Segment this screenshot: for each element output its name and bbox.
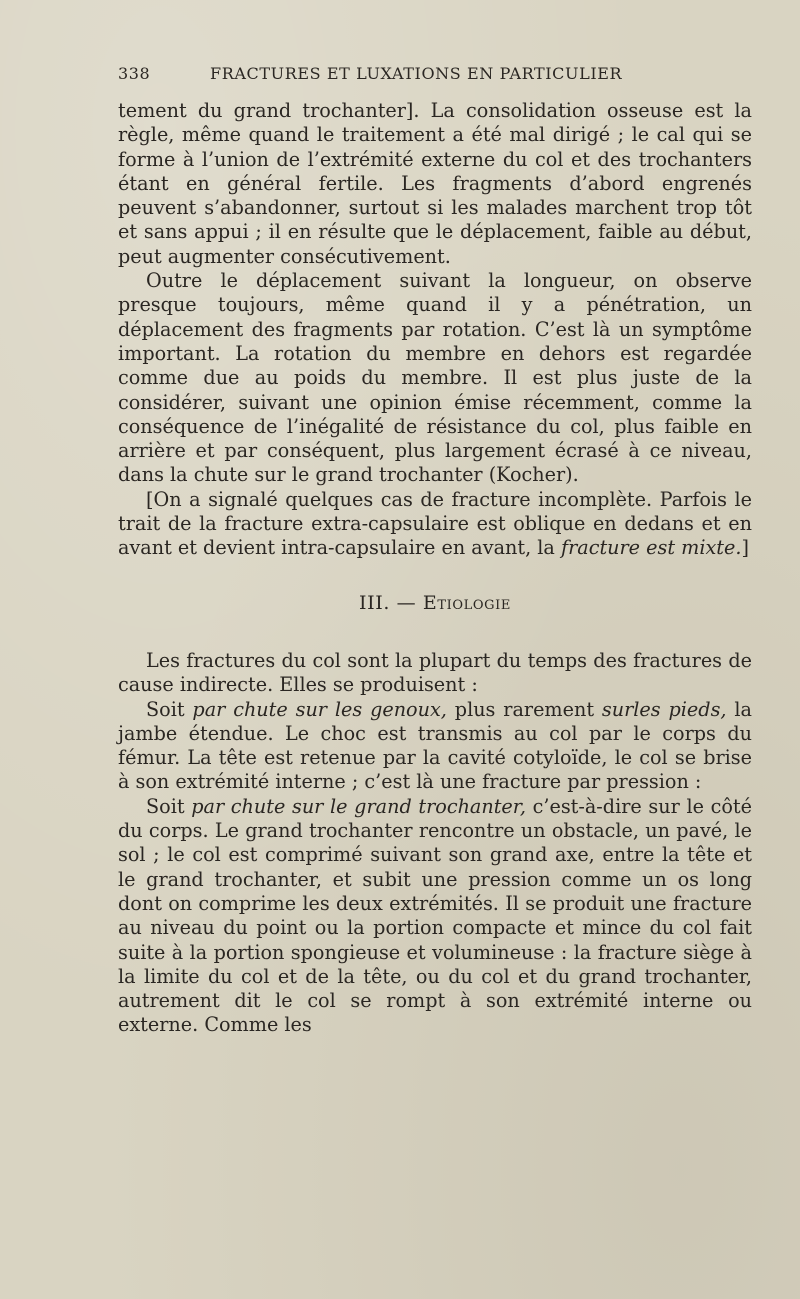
running-head (118, 64, 752, 90)
paragraph-fall-on-knees (118, 698, 752, 795)
section-title: Etiologie (422, 591, 511, 614)
paragraph-indirect-cause: Les fractures du col sont la plupart du temps des fractures de cause indirecte. Elles se produisent : (118, 648, 752, 697)
fall-on-knees-lead: Soit (146, 697, 193, 721)
paragraph-incomplete-fracture-text: [On a signalé quelques cas de fracture incomplète. Parfois le trait de la fracture extra-capsulaire est oblique en dedans et en avant et devient intra-capsulaire en avant, la (118, 487, 752, 560)
fall-on-trochanter-text: c’est-à-dire sur le côté du corps. Le grand trochanter rencontre un obstacle, un pavé, le sol ; le col est comprimé suivant son grand axe, entre la tête et le grand trochanter, et subit une pression comme un os long dont on comprime les deux extrémités. Il se produit une fracture au niveau du point ou la portion compacte et mince du col fait suite à la portion spongieuse et volumineuse : la fracture siège à la limite du col et de la tête, ou du col et du grand trochanter, autrement dit le col se rompt à son extrémité interne ou externe. Comme les (118, 794, 752, 1037)
page-number: 338 (118, 64, 151, 83)
fall-on-knees-emphasis: par chute sur les genoux, (192, 697, 447, 721)
fall-on-trochanter-lead: Soit (146, 794, 192, 818)
body-text (118, 99, 752, 1038)
fall-on-knees-connector: plus rarement (446, 697, 602, 721)
paragraph-rotation: Outre le déplacement suivant la longueur, on observe presque toujours, même quand il y a pénétration, un déplacement des fragments par rotation. C’est là un symptôme important. La rotation du membre en dehors est regardée comme due au poids du membre. Il est plus juste de la considérer, suivant une opinion émise récemment, comme la conséquence de l’inégalité de résistance du col, plus faible en arrière et par conséquent, plus largement écrasé à ce niveau, dans la chute sur le grand trochanter (Kocher). (118, 269, 752, 487)
closing-bracket: ] (741, 536, 749, 560)
fall-on-feet-emphasis: surles pieds, (601, 697, 727, 721)
fall-on-knees-text: la jambe étendue. Le choc est transmis au col par le corps du fémur. La tête est retenue par la cavité cotyloïde, le col se brise à son extrémité interne ; c’est là une fracture par pression : (118, 697, 752, 794)
section-heading (118, 591, 752, 615)
section-number: III. — (359, 591, 423, 614)
mixed-fracture-emphasis: fracture est mixte. (560, 536, 742, 560)
paragraph-fall-on-trochanter (118, 795, 752, 1038)
paragraph-consolidation: tement du grand trochanter]. La consolidation osseuse est la règle, même quand le traitement a été mal dirigé ; le cal qui se forme à l’union de l’extrémité externe du col et des trochanters étant en général fertile. Les fragments d’abord engrenés peuvent s’abandonner, surtout si les malades marchent trop tôt et sans appui ; il en résulte que le déplacement, faible au début, peut augmenter consécutivement. (118, 99, 752, 268)
fall-on-trochanter-emphasis: par chute sur le grand trochanter, (191, 794, 526, 818)
running-title: FRACTURES ET LUXATIONS EN PARTICULIER (210, 64, 623, 83)
paragraph-incomplete-fracture (118, 488, 752, 561)
